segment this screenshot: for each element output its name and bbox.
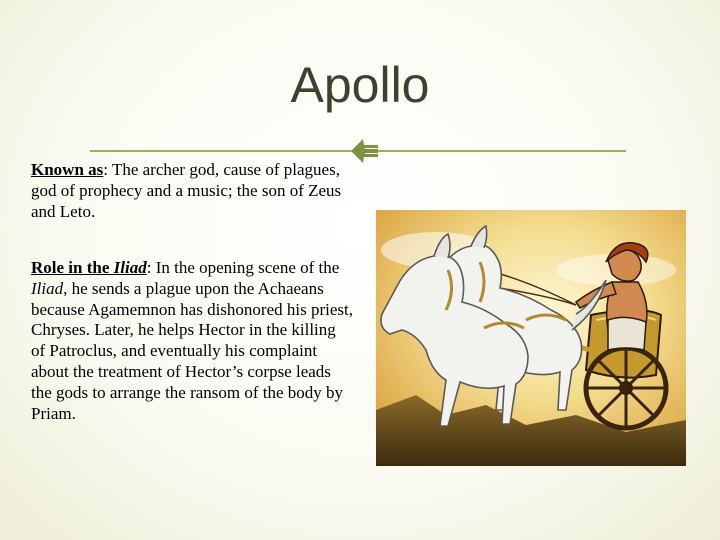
role-colon: : <box>146 258 152 277</box>
slide-title: Apollo <box>290 57 430 113</box>
title-divider-right <box>378 150 626 152</box>
role-text-before: In the opening scene of the <box>151 258 340 277</box>
title-divider-left <box>90 150 352 152</box>
role-italic-iliad: Iliad <box>31 278 64 298</box>
role-term-italic: Iliad <box>113 258 147 277</box>
known-as-paragraph <box>31 160 353 222</box>
known-as-text: The archer god, cause of plagues, god of prophecy and a music; the son of Zeus and Leto. <box>31 160 342 221</box>
role-term <box>31 258 147 277</box>
role-text-after: , he sends a plague upon the Achaeans because Agamemnon has dishonored his priest, Chryses. Later, he helps Hector in the killing of Patroclus, and eventually his complaint about the treatment of Hector’s corpse leads the gods to arrange the ransom of the body by Priam. <box>31 278 353 423</box>
role-paragraph <box>31 258 353 424</box>
pointing-hand-icon <box>348 134 382 168</box>
known-as-term: Known as <box>31 160 104 179</box>
apollo-chariot-illustration <box>376 210 686 466</box>
known-as-colon: : <box>103 160 109 179</box>
role-term-prefix: Role in the <box>31 258 114 277</box>
